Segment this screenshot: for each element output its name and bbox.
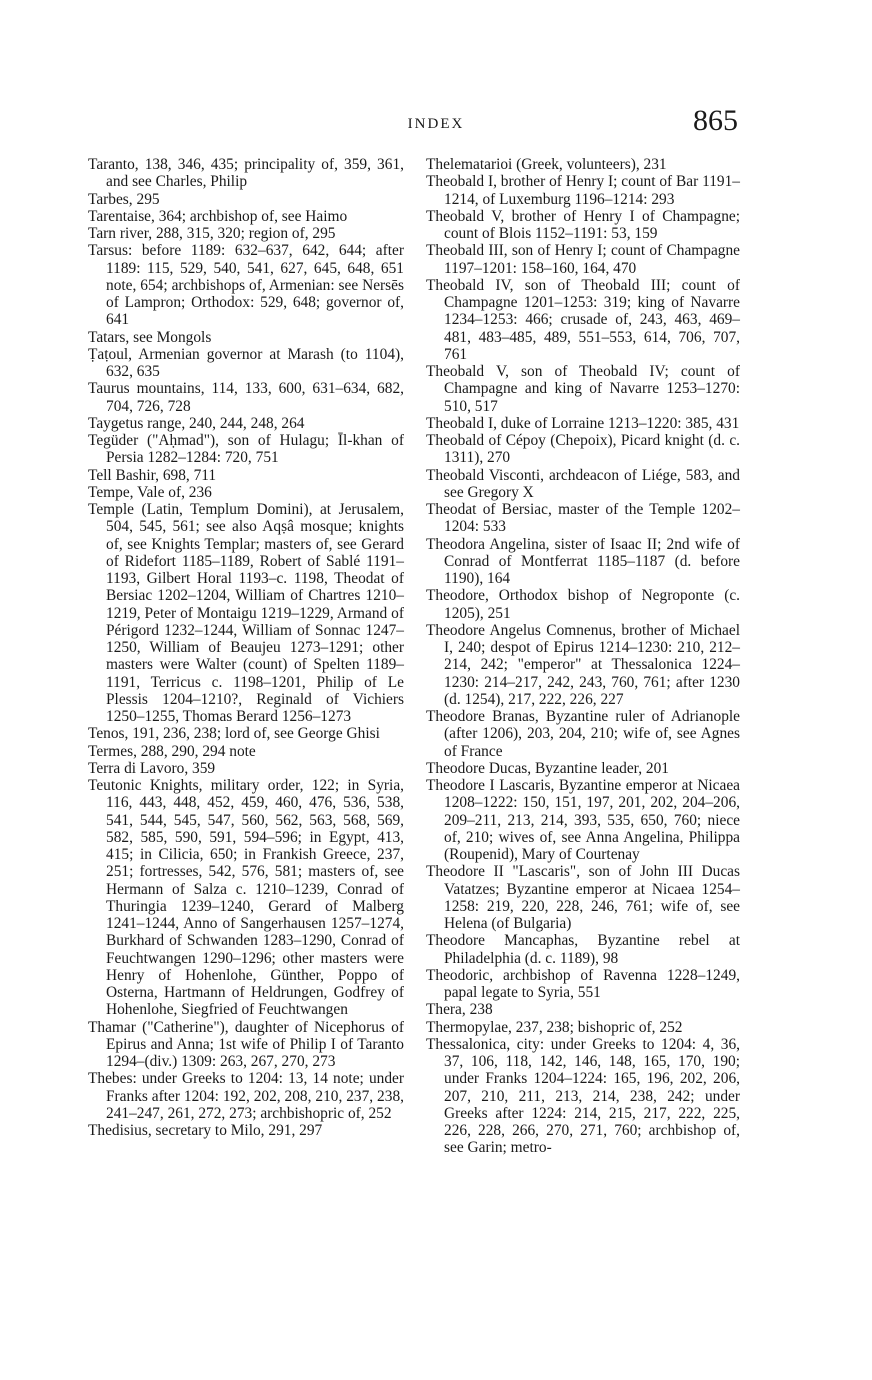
index-entry: Tarbes, 295 [88, 190, 160, 208]
index-entry: Taranto, 138, 346, 435; principality of, 359, 361, and see Charles, Philip [88, 156, 404, 191]
index-entry: Thedisius, secretary to Milo, 291, 297 [88, 1122, 323, 1139]
index-entry: Tempe, Vale of, 236 [88, 483, 212, 501]
index-entry: Thessalonica, city: under Greeks to 1204: 4, 36, 37, 106, 118, 142, 146, 148, 165, 170, 190; under Franks 1204–1224: 165, 196, 202, 206, 207, 210, 211, 213, 214, 238, 242; under Greeks after 1224: 214, 215, 217, 222, 225, 226, 228, 266, 270, 271, 760; archbishop of, see Garin; metro- [426, 1035, 740, 1157]
page-header [0, 104, 872, 144]
index-entry: Theobald Visconti, archdeacon of Liége, 583, and see Gregory X [426, 466, 740, 501]
index-entry: Teutonic Knights, military order, 122; in Syria, 116, 443, 448, 452, 459, 460, 476, 536, 538, 541, 544, 545, 547, 560, 562, 563, 568, 569, 582, 585, 590, 591, 594–596; in Egypt, 413, 415; in Cilicia, 650; in Frankish Greece, 237, 251; fortresses, 542, 576, 581; masters of, see Hermann of Salza c. 1210–1239, Conrad of Thuringia 1239–1240, Gerard of Malberg 1241–1244, Anno of Sangerhausen 1257–1274, Burkhard of Schwanden 1283–1290, Conrad of Feuchtwangen 1290–1296; other masters were Henry of Hohenlohe, Günther, Poppo of Osterna, Hartmann of Heldrungen, Godfrey of Hohenlohe, Siegfried of Feuchtwangen [88, 777, 404, 1019]
running-head: INDEX [407, 116, 465, 132]
index-entry: Theobald of Cépoy (Chepoix), Picard knight (d. c. 1311), 270 [426, 432, 740, 467]
index-entry: Theodore, Orthodox bishop of Negroponte (c. 1205), 251 [426, 587, 740, 622]
index-entry: Theobald III, son of Henry I; count of Champagne 1197–1201: 158–160, 164, 470 [426, 242, 740, 277]
index-entry: Tenos, 191, 236, 238; lord of, see George Ghisi [88, 725, 380, 743]
index-entry: Theodora Angelina, sister of Isaac II; 2nd wife of Conrad of Montferrat 1185–1187 (d. before 1190), 164 [426, 535, 740, 587]
index-entry: Thermopylae, 237, 238; bishopric of, 252 [426, 1018, 683, 1036]
index-entry: Theodore Mancaphas, Byzantine rebel at Philadelphia (d. c. 1189), 98 [426, 932, 740, 967]
index-entry: Temple (Latin, Templum Domini), at Jerusalem, 504, 545, 561; see also Aqṣâ mosque; knights of, see Knights Templar; masters of, see Gerard of Ridefort 1185–1189, Robert of Sablé 1191–1193, Gilbert Horal 1193–c. 1198, Theodat of Bersiac 1202–1204, William of Chartres 1210–1219, Peter of Montaigu 1219–1229, Armand of Périgord 1232–1244, William of Sonnac 1247–1250, William of Beaujeu 1273–1291; other masters were Walter (count) of Spelten 1189–1191, Terricus c. 1198–1201, Philip of Le Plessis 1204–1210?, Reginald of Vichiers 1250–1255, Thomas Berard 1256–1273 [88, 501, 404, 725]
index-entry: Theobald I, duke of Lorraine 1213–1220: 385, 431 [426, 414, 740, 432]
index-entry: Theodore Ducas, Byzantine leader, 201 [426, 759, 669, 777]
index-entry: Theodore II "Lascaris", son of John III Ducas Vatatzes; Byzantine emperor at Nicaea 1254–1258: 219, 220, 228, 246, 761; wife of, see Helena (of Bulgaria) [426, 863, 740, 932]
index-entry: Theobald IV, son of Theobald III; count of Champagne 1201–1253: 319; king of Navarre 1234–1253: 466; crusade of, 243, 463, 469–481, 483–485, 489, 551–553, 614, 706, 707, 761 [426, 276, 740, 363]
index-entry: Theodore I Lascaris, Byzantine emperor at Nicaea 1208–1222: 150, 151, 197, 201, 202, 204–206, 209–211, 213, 214, 393, 535, 650, 760; niece of, 210; wives of, see Anna Angelina, Philippa (Roupenid), Mary of Courtenay [426, 777, 740, 863]
index-entry: Theodore Angelus Comnenus, brother of Michael I, 240; despot of Epirus 1214–1230: 210, 212–214, 242; "emperor" at Thessalonica 1224–1230: 214–217, 242, 243, 760, 761; after 1230 (d. 1254), 217, 222, 226, 227 [426, 621, 740, 708]
index-entry: Termes, 288, 290, 294 note [88, 742, 256, 760]
index-entry: Taygetus range, 240, 244, 248, 264 [88, 414, 305, 432]
index-entry: Tarn river, 288, 315, 320; region of, 295 [88, 225, 336, 242]
page-number: 865 [693, 104, 738, 137]
index-entry: Taurus mountains, 114, 133, 600, 631–634, 682, 704, 726, 728 [88, 380, 404, 415]
index-entry: Theodore Branas, Byzantine ruler of Adrianople (after 1206), 203, 204, 210; wife of, see Agnes of France [426, 708, 740, 760]
index-entry: Thamar ("Catherine"), daughter of Nicephorus of Epirus and Anna; 1st wife of Philip I of Taranto 1294–(div.) 1309: 263, 267, 270, 273 [88, 1018, 404, 1070]
index-entry: Tegüder ("Aḥmad"), son of Hulagu; Īl-khan of Persia 1282–1284: 720, 751 [88, 432, 404, 467]
index-entry: Thebes: under Greeks to 1204: 13, 14 note; under Franks after 1204: 192, 202, 208, 210, 237, 238, 241–247, 261, 272, 273; archbishopric of, 252 [88, 1070, 404, 1122]
index-entry: Ṭaṭoul, Armenian governor at Marash (to 1104), 632, 635 [88, 345, 404, 380]
index-entry: Thera, 238 [426, 1001, 493, 1019]
index-column-left [88, 156, 404, 1139]
index-entry: Theodat of Bersiac, master of the Temple 1202–1204: 533 [426, 501, 740, 536]
index-entry: Tarentaise, 364; archbishop of, see Haimo [88, 207, 348, 225]
index-entry: Theobald V, brother of Henry I of Champagne; count of Blois 1152–1191: 53, 159 [426, 207, 740, 242]
index-column-right [426, 156, 740, 1157]
index-entry: Theodoric, archbishop of Ravenna 1228–1249, papal legate to Syria, 551 [426, 966, 740, 1001]
index-entry: Terra di Lavoro, 359 [88, 759, 216, 777]
index-entry: Theobald V, son of Theobald IV; count of Champagne and king of Navarre 1253–1270: 510, 517 [426, 363, 740, 415]
index-entry: Tatars, see Mongols [88, 328, 212, 346]
index-entry: Tarsus: before 1189: 632–637, 642, 644; after 1189: 115, 529, 540, 541, 627, 645, 648, 651 note, 654; archbishops of, Armenian: see Nersēs of Lampron; Orthodox: 529, 648; governor of, 641 [88, 242, 404, 329]
index-entry: Theobald I, brother of Henry I; count of Bar 1191–1214, of Luxemburg 1196–1214: 293 [426, 173, 740, 208]
index-entry: Tell Bashir, 698, 711 [88, 466, 217, 484]
index-entry: Thelematarioi (Greek, volunteers), 231 [426, 156, 667, 173]
